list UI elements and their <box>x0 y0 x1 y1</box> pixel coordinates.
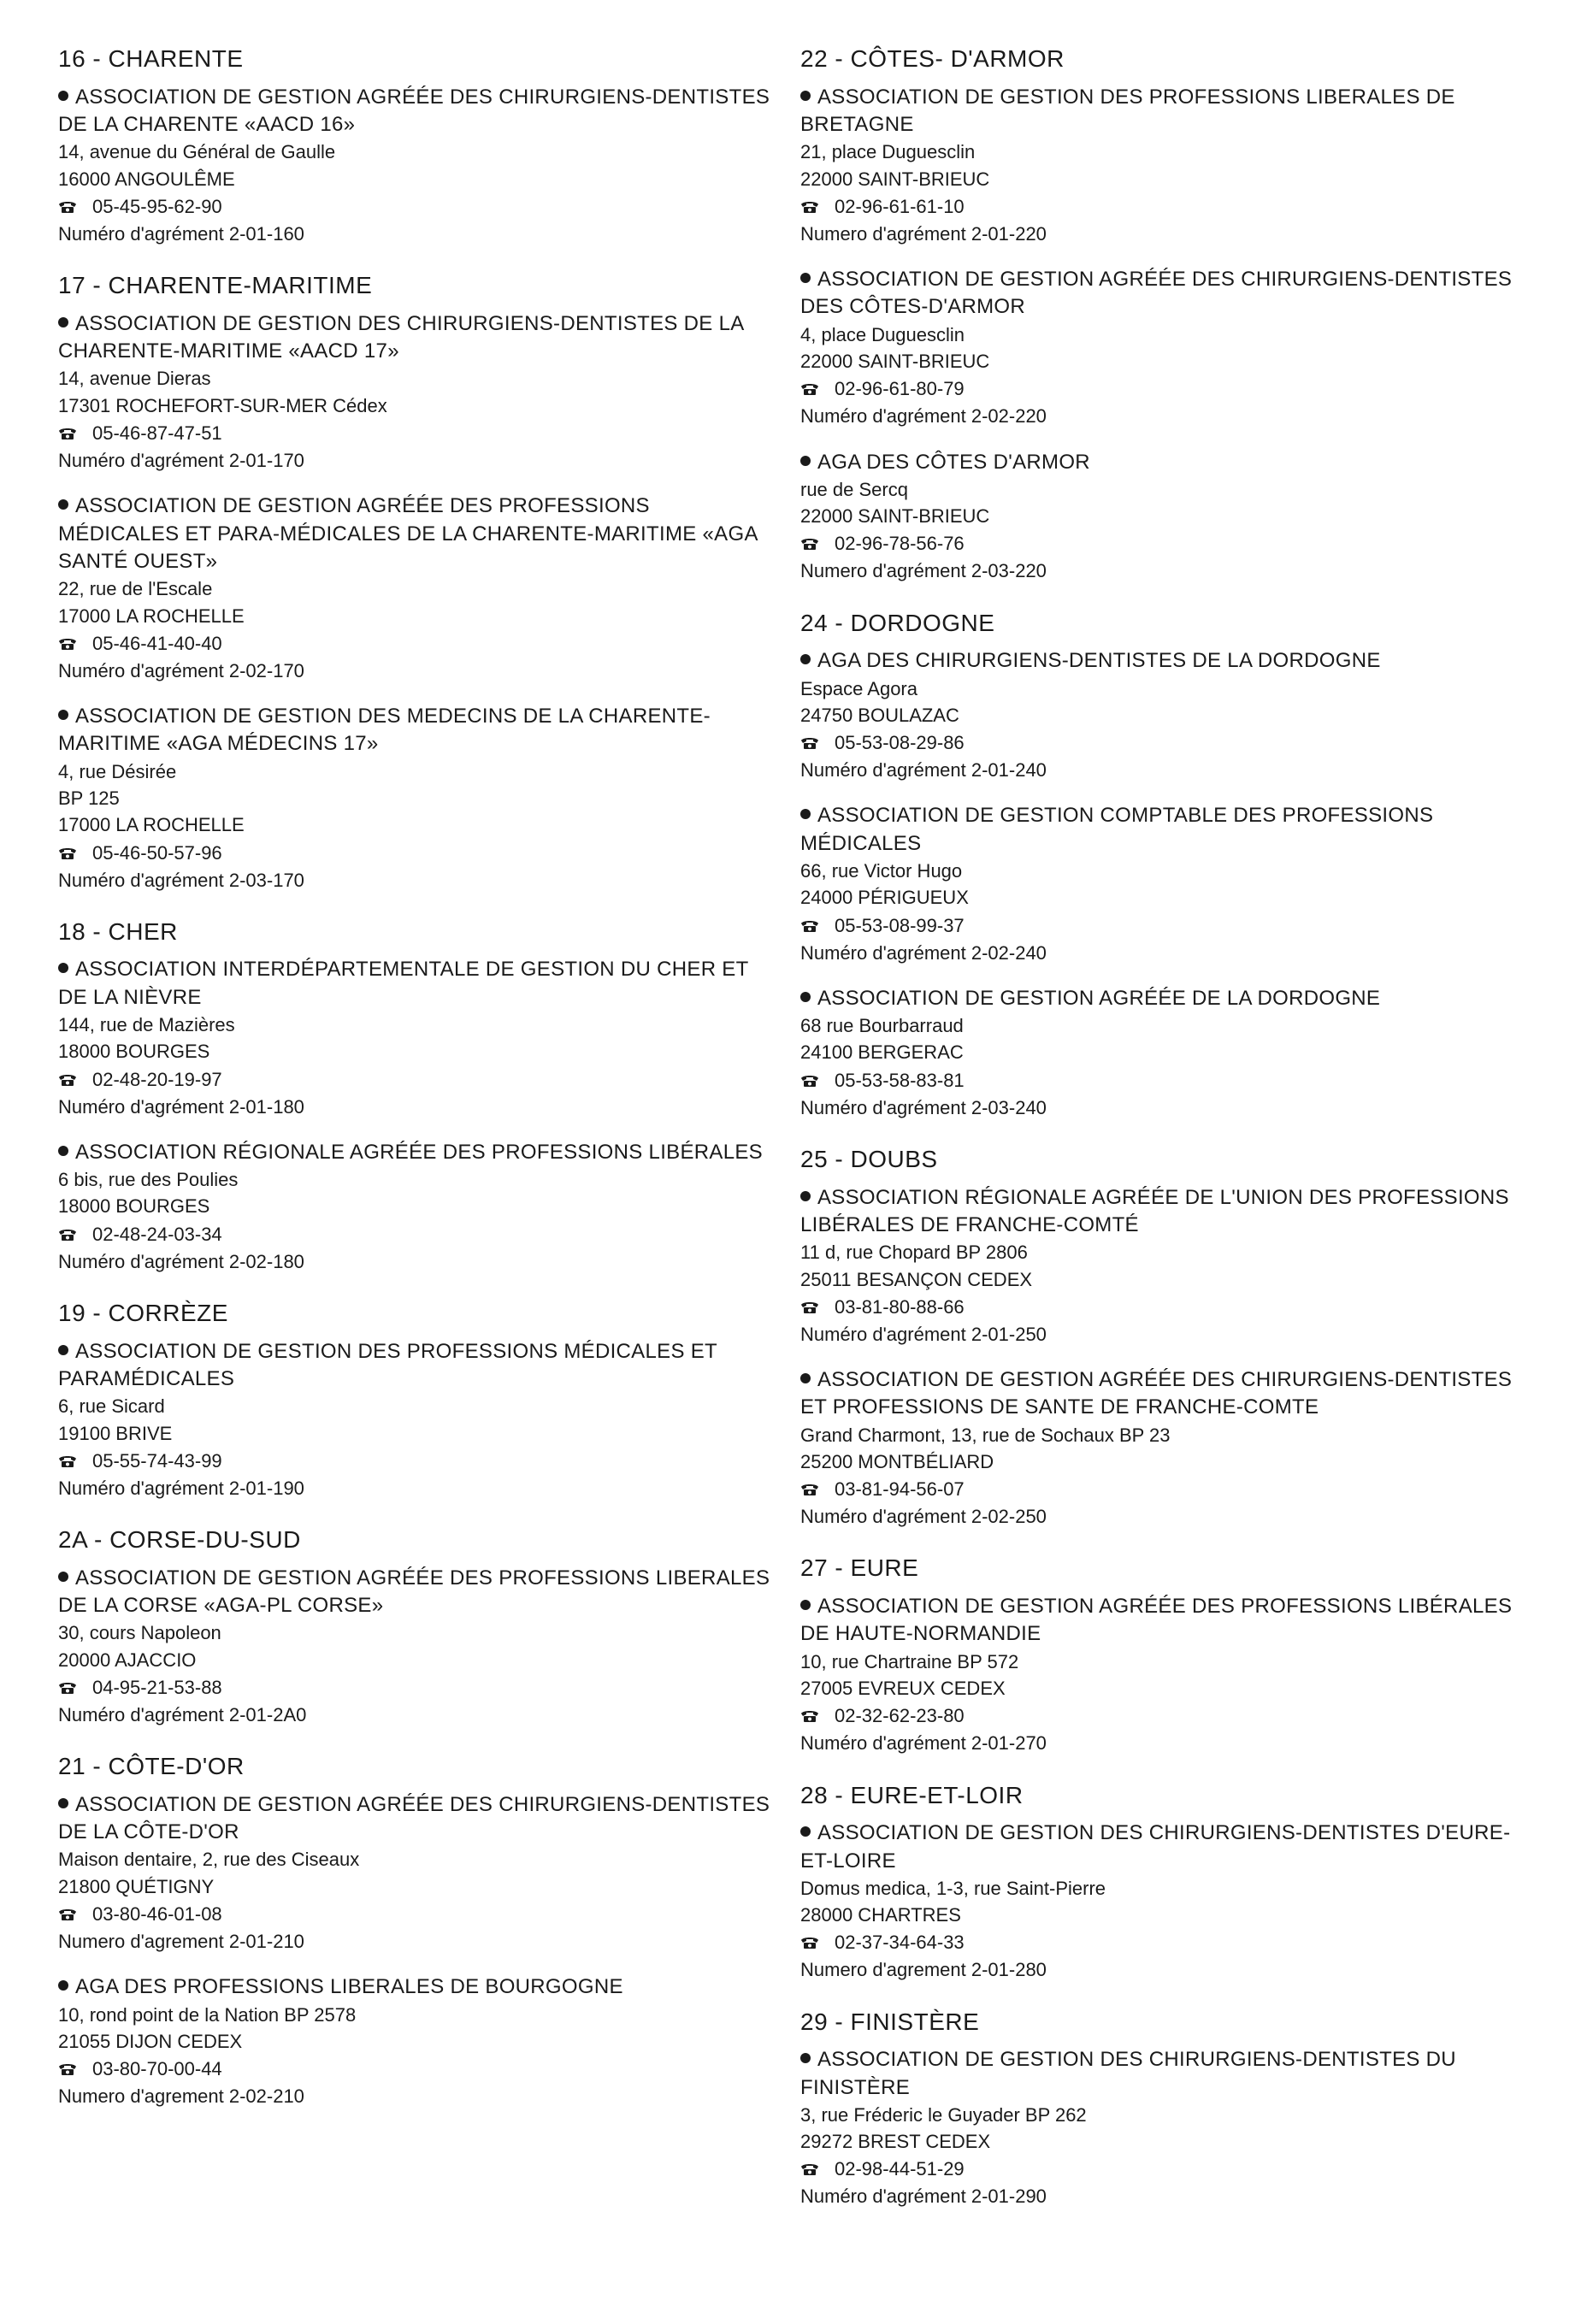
phone-row <box>58 1447 776 1475</box>
department-title: 2A - CORSE-DU-SUD <box>58 1526 301 1553</box>
address-line: Grand Charmont, 13, rue de Sochaux BP 23 <box>800 1424 1171 1446</box>
bullet-icon <box>800 1826 811 1837</box>
phone-icon <box>58 200 77 214</box>
association-entry <box>58 1565 776 1728</box>
phone-number: 02-48-24-03-34 <box>92 1223 222 1245</box>
phone-icon <box>800 537 819 551</box>
address-line: 22, rue de l'Escale <box>58 578 213 600</box>
association-entry <box>58 310 776 474</box>
phone-number: 05-46-41-40-40 <box>92 632 222 654</box>
bullet-icon <box>800 91 811 101</box>
association-name-row <box>800 802 1519 858</box>
association-name: ASSOCIATION DE GESTION AGRÉÉE DES CHIRURGIENS-DENTISTES ET PROFESSIONS DE SANTE DE FRANCHE-COMTE <box>800 1368 1513 1419</box>
association-name-row <box>58 1139 776 1166</box>
address-line: 29272 BREST CEDEX <box>800 2131 991 2153</box>
association-name-row <box>800 2046 1519 2102</box>
department-section <box>800 44 1519 585</box>
phone-number: 05-46-50-57-96 <box>92 841 222 864</box>
address-line: 20000 AJACCIO <box>58 1649 197 1671</box>
association-name: ASSOCIATION DE GESTION DES CHIRURGIENS-DENTISTES DE LA CHARENTE-MARITIME «AACD 17» <box>58 311 744 363</box>
department-section <box>800 1145 1519 1531</box>
phone-number: 04-95-21-53-88 <box>92 1676 222 1698</box>
association-name-row <box>800 266 1519 321</box>
bullet-icon <box>800 2053 811 2063</box>
phone-number: 05-55-74-43-99 <box>92 1449 222 1472</box>
phone-icon <box>58 1073 77 1087</box>
association-entry <box>800 266 1519 429</box>
department-section <box>58 1299 776 1501</box>
phone-row <box>800 529 1519 557</box>
department-title: 16 - CHARENTE <box>58 45 244 72</box>
address-line: 3, rue Fréderic le Guyader BP 262 <box>800 2104 1087 2126</box>
phone-icon <box>58 2062 77 2076</box>
address-line: rue de Sercq <box>800 478 908 500</box>
association-entry <box>58 84 776 247</box>
address-line: 30, cours Napoleon <box>58 1622 221 1644</box>
association-name-row <box>800 985 1519 1012</box>
phone-row <box>58 2055 776 2083</box>
association-entry <box>800 449 1519 585</box>
association-entry <box>800 1366 1519 1530</box>
phone-number: 05-53-08-99-37 <box>835 914 965 936</box>
bullet-icon <box>58 1798 68 1808</box>
association-entry <box>800 802 1519 965</box>
association-name: AGA DES CÔTES D'ARMOR <box>817 450 1090 474</box>
agrement-number: Numéro d'agrément 2-02-180 <box>58 1250 304 1272</box>
phone-row <box>800 375 1519 403</box>
association-name-row <box>58 1565 776 1620</box>
bullet-icon <box>58 317 68 327</box>
association-name-row <box>58 84 776 139</box>
association-name-row <box>58 703 776 758</box>
address-line: 10, rond point de la Nation BP 2578 <box>58 2003 357 2026</box>
phone-row <box>58 839 776 867</box>
association-entry <box>800 84 1519 247</box>
department-title: 29 - FINISTÈRE <box>800 2008 980 2035</box>
department-section <box>800 609 1519 1121</box>
phone-number: 03-81-94-56-07 <box>835 1478 965 1501</box>
phone-row <box>58 192 776 221</box>
address-line: 24750 BOULAZAC <box>800 704 959 726</box>
association-name-row <box>58 956 776 1012</box>
address-line: 22000 SAINT-BRIEUC <box>800 351 990 373</box>
phone-icon <box>800 382 819 396</box>
phone-row <box>800 911 1519 940</box>
phone-row <box>800 1475 1519 1503</box>
agrement-number: Numero d'agrément 2-01-220 <box>800 222 1047 245</box>
department-title: 18 - CHER <box>58 917 178 945</box>
association-name: ASSOCIATION RÉGIONALE AGRÉÉE DE L'UNION DES PROFESSIONS LIBÉRALES DE FRANCHE-COMTÉ <box>800 1185 1509 1236</box>
association-entry <box>800 1184 1519 1348</box>
association-name-row <box>58 1791 776 1847</box>
phone-row <box>58 419 776 447</box>
address-line: 18000 BOURGES <box>58 1041 210 1063</box>
phone-number: 02-96-78-56-76 <box>835 533 965 555</box>
association-entry <box>800 1820 1519 1983</box>
department-title: 24 - DORDOGNE <box>800 609 995 636</box>
bullet-icon <box>800 992 811 1002</box>
department-section <box>58 44 776 247</box>
address-line: 6 bis, rue des Poulies <box>58 1169 239 1191</box>
phone-icon <box>800 200 819 214</box>
department-title: 17 - CHARENTE-MARITIME <box>58 272 373 299</box>
phone-number: 02-48-20-19-97 <box>92 1068 222 1090</box>
bullet-icon <box>800 456 811 466</box>
phone-row <box>58 1220 776 1248</box>
address-line: 18000 BOURGES <box>58 1195 210 1218</box>
bullet-icon <box>58 710 68 720</box>
association-name-row <box>800 1820 1519 1875</box>
bullet-icon <box>58 499 68 510</box>
department-section <box>800 1554 1519 1756</box>
association-name: ASSOCIATION DE GESTION COMPTABLE DES PROFESSIONS MÉDICALES <box>800 804 1434 855</box>
association-name: ASSOCIATION DE GESTION AGRÉÉE DES CHIRURGIENS-DENTISTES DE LA CHARENTE «AACD 16» <box>58 85 770 136</box>
department-title: 21 - CÔTE-D'OR <box>58 1753 245 1780</box>
phone-icon <box>58 1454 77 1468</box>
phone-icon <box>58 1228 77 1242</box>
phone-row <box>58 1673 776 1702</box>
department-title: 22 - CÔTES- D'ARMOR <box>800 45 1065 72</box>
address-line: 11 d, rue Chopard BP 2806 <box>800 1242 1028 1264</box>
address-line: 68 rue Bourbarraud <box>800 1015 964 1037</box>
bullet-icon <box>800 273 811 283</box>
address-line: 144, rue de Mazières <box>58 1014 235 1036</box>
association-name-row <box>800 1184 1519 1240</box>
address-line: BP 125 <box>58 787 120 810</box>
association-name: ASSOCIATION DE GESTION DES CHIRURGIENS-DENTISTES D'EURE-ET-LOIRE <box>800 1821 1511 1873</box>
association-name: AGA DES CHIRURGIENS-DENTISTES DE LA DORDOGNE <box>817 649 1381 673</box>
association-entry <box>58 1139 776 1275</box>
association-name: ASSOCIATION DE GESTION DES CHIRURGIENS-DENTISTES DU FINISTÈRE <box>800 2048 1456 2099</box>
agrement-number: Numéro d'agrément 2-02-170 <box>58 659 304 681</box>
bullet-icon <box>58 1980 68 1991</box>
address-line: 4, place Duguesclin <box>800 323 965 345</box>
association-entry <box>58 493 776 684</box>
address-line: 4, rue Désirée <box>58 760 177 782</box>
phone-icon <box>800 919 819 933</box>
bullet-icon <box>58 1572 68 1582</box>
address-line: 6, rue Sicard <box>58 1395 165 1418</box>
department-section <box>58 1752 776 2109</box>
agrement-number: Numéro d'agrément 2-02-250 <box>800 1506 1047 1528</box>
department-section <box>800 1781 1519 1984</box>
association-name: ASSOCIATION DE GESTION AGRÉÉE DE LA DORDOGNE <box>817 986 1381 1010</box>
phone-row <box>800 1702 1519 1730</box>
phone-icon <box>800 1074 819 1088</box>
agrement-number: Numéro d'agrément 2-01-290 <box>800 2185 1047 2208</box>
phone-icon <box>800 1936 819 1949</box>
association-name-row <box>800 647 1519 675</box>
agrement-number: Numero d'agrément 2-03-220 <box>800 560 1047 582</box>
association-name: ASSOCIATION DE GESTION DES PROFESSIONS MÉDICALES ET PARAMÉDICALES <box>58 1339 717 1390</box>
phone-icon <box>800 736 819 750</box>
association-entry <box>58 1791 776 1955</box>
association-entry <box>800 1593 1519 1756</box>
agrement-number: Numéro d'agrément 2-01-250 <box>800 1323 1047 1345</box>
agrement-number: Numéro d'agrément 2-01-270 <box>800 1732 1047 1755</box>
bullet-icon <box>58 963 68 973</box>
agrement-number: Numéro d'agrément 2-01-240 <box>800 759 1047 782</box>
association-entry <box>58 1338 776 1501</box>
address-line: Maison dentaire, 2, rue des Ciseaux <box>58 1849 360 1871</box>
agrement-number: Numéro d'agrément 2-02-240 <box>800 941 1047 964</box>
association-name: ASSOCIATION INTERDÉPARTEMENTALE DE GESTION DU CHER ET DE LA NIÈVRE <box>58 958 749 1009</box>
association-name: ASSOCIATION DE GESTION AGRÉÉE DES PROFESSIONS MÉDICALES ET PARA-MÉDICALES DE LA CHARENTE-MARITIME «AGA SANTÉ OUEST» <box>58 494 758 573</box>
address-line: 14, avenue Dieras <box>58 368 211 390</box>
department-title: 25 - DOUBS <box>800 1145 938 1172</box>
association-name-row <box>800 84 1519 139</box>
address-line: 10, rue Chartraine BP 572 <box>800 1650 1019 1672</box>
phone-icon <box>58 1908 77 1921</box>
agrement-number: Numéro d'agrément 2-01-170 <box>58 449 304 471</box>
agrement-number: Numéro d'agrément 2-03-170 <box>58 869 304 891</box>
association-entry <box>800 647 1519 783</box>
phone-icon <box>58 846 77 860</box>
address-line: 24000 PÉRIGUEUX <box>800 887 969 909</box>
bullet-icon <box>800 1373 811 1383</box>
phone-row <box>800 1293 1519 1321</box>
association-name: ASSOCIATION RÉGIONALE AGRÉÉE DES PROFESSIONS LIBÉRALES <box>75 1140 763 1164</box>
phone-number: 05-45-95-62-90 <box>92 195 222 217</box>
agrement-number: Numéro d'agrément 2-01-2A0 <box>58 1703 307 1725</box>
agrement-number: Numéro d'agrément 2-02-220 <box>800 405 1047 428</box>
phone-number: 02-98-44-51-29 <box>835 2158 965 2180</box>
bullet-icon <box>800 1191 811 1201</box>
address-line: 17301 ROCHEFORT-SUR-MER Cédex <box>58 394 387 416</box>
address-line: 25011 BESANÇON CEDEX <box>800 1268 1033 1290</box>
phone-row <box>58 1065 776 1094</box>
association-entry <box>58 956 776 1119</box>
phone-row <box>800 192 1519 221</box>
address-line: 66, rue Victor Hugo <box>800 860 963 882</box>
phone-icon <box>58 637 77 651</box>
address-line: 22000 SAINT-BRIEUC <box>800 168 990 190</box>
bullet-icon <box>800 809 811 819</box>
address-line: 14, avenue du Général de Gaulle <box>58 141 336 163</box>
address-line: 21800 QUÉTIGNY <box>58 1875 215 1897</box>
phone-row <box>58 1900 776 1928</box>
department-title: 19 - CORRÈZE <box>58 1299 228 1326</box>
phone-number: 02-32-62-23-80 <box>835 1705 965 1727</box>
association-name-row <box>58 1338 776 1394</box>
agrement-number: Numéro d'agrément 2-01-180 <box>58 1095 304 1118</box>
left-column <box>58 44 776 2133</box>
department-section <box>58 1525 776 1728</box>
agrement-number: Numéro d'agrément 2-03-240 <box>800 1096 1047 1118</box>
phone-number: 03-81-80-88-66 <box>835 1295 965 1318</box>
agrement-number: Numero d'agrement 2-02-210 <box>58 2085 304 2108</box>
bullet-icon <box>58 1345 68 1355</box>
phone-number: 05-46-87-47-51 <box>92 422 222 444</box>
association-entry <box>58 703 776 894</box>
address-line: 25200 MONTBÉLIARD <box>800 1451 994 1473</box>
phone-row <box>58 629 776 658</box>
phone-icon <box>800 1301 819 1314</box>
department-section <box>58 271 776 894</box>
association-name: ASSOCIATION DE GESTION AGRÉÉE DES PROFESSIONS LIBÉRALES DE HAUTE-NORMANDIE <box>800 1595 1513 1646</box>
address-line: 24100 BERGERAC <box>800 1041 964 1064</box>
phone-icon <box>58 427 77 440</box>
agrement-number: Numéro d'agrément 2-01-190 <box>58 1477 304 1499</box>
phone-row <box>800 728 1519 757</box>
phone-icon <box>800 1483 819 1496</box>
address-line: 19100 BRIVE <box>58 1422 173 1444</box>
address-line: 16000 ANGOULÊME <box>58 168 235 190</box>
association-name-row <box>800 1593 1519 1649</box>
association-name-row <box>800 449 1519 476</box>
association-entry <box>800 985 1519 1121</box>
address-line: 28000 CHARTRES <box>800 1904 961 1926</box>
agrement-number: Numero d'agrement 2-01-280 <box>800 1959 1047 1981</box>
phone-row <box>800 1066 1519 1094</box>
association-name-row <box>58 310 776 366</box>
address-line: 27005 EVREUX CEDEX <box>800 1678 1006 1700</box>
phone-number: 02-96-61-61-10 <box>835 195 965 217</box>
association-name-row <box>58 493 776 575</box>
association-name: ASSOCIATION DE GESTION AGRÉÉE DES CHIRURGIENS-DENTISTES DE LA CÔTE-D'OR <box>58 1792 770 1844</box>
phone-number: 05-53-08-29-86 <box>835 732 965 754</box>
phone-number: 05-53-58-83-81 <box>835 1069 965 1091</box>
phone-row <box>800 2155 1519 2183</box>
association-name: ASSOCIATION DE GESTION DES PROFESSIONS LIBERALES DE BRETAGNE <box>800 85 1455 136</box>
address-line: Domus medica, 1-3, rue Saint-Pierre <box>800 1877 1106 1899</box>
address-line: 21, place Duguesclin <box>800 141 976 163</box>
address-line: 21055 DIJON CEDEX <box>58 2030 243 2052</box>
bullet-icon <box>58 1146 68 1156</box>
association-name: ASSOCIATION DE GESTION DES MEDECINS DE LA CHARENTE-MARITIME «AGA MÉDECINS 17» <box>58 705 711 756</box>
phone-number: 03-80-46-01-08 <box>92 1902 222 1925</box>
phone-number: 03-80-70-00-44 <box>92 2058 222 2080</box>
address-line: 22000 SAINT-BRIEUC <box>800 505 990 528</box>
phone-number: 02-96-61-80-79 <box>835 378 965 400</box>
phone-row <box>800 1928 1519 1956</box>
association-name: AGA DES PROFESSIONS LIBERALES DE BOURGOGNE <box>75 1975 623 1999</box>
association-entry <box>58 1973 776 2109</box>
phone-icon <box>800 2162 819 2176</box>
bullet-icon <box>800 1600 811 1610</box>
association-name-row <box>58 1973 776 2001</box>
right-column <box>800 44 1519 2234</box>
association-name: ASSOCIATION DE GESTION AGRÉÉE DES CHIRURGIENS-DENTISTES DES CÔTES-D'ARMOR <box>800 268 1513 319</box>
address-line: 17000 LA ROCHELLE <box>58 605 245 627</box>
address-line: Espace Agora <box>800 677 917 699</box>
bullet-icon <box>800 654 811 664</box>
agrement-number: Numéro d'agrément 2-01-160 <box>58 222 304 245</box>
address-line: 17000 LA ROCHELLE <box>58 814 245 836</box>
phone-icon <box>800 1709 819 1723</box>
association-name-row <box>800 1366 1519 1422</box>
department-title: 27 - EURE <box>800 1554 919 1582</box>
department-section <box>58 917 776 1275</box>
department-title: 28 - EURE-ET-LOIR <box>800 1781 1024 1808</box>
department-section <box>800 2008 1519 2210</box>
bullet-icon <box>58 91 68 101</box>
association-name: ASSOCIATION DE GESTION AGRÉÉE DES PROFESSIONS LIBERALES DE LA CORSE «AGA-PL CORSE» <box>58 1566 770 1617</box>
agrement-number: Numero d'agrement 2-01-210 <box>58 1930 304 1952</box>
phone-icon <box>58 1681 77 1695</box>
phone-number: 02-37-34-64-33 <box>835 1932 965 1954</box>
association-entry <box>800 2046 1519 2209</box>
